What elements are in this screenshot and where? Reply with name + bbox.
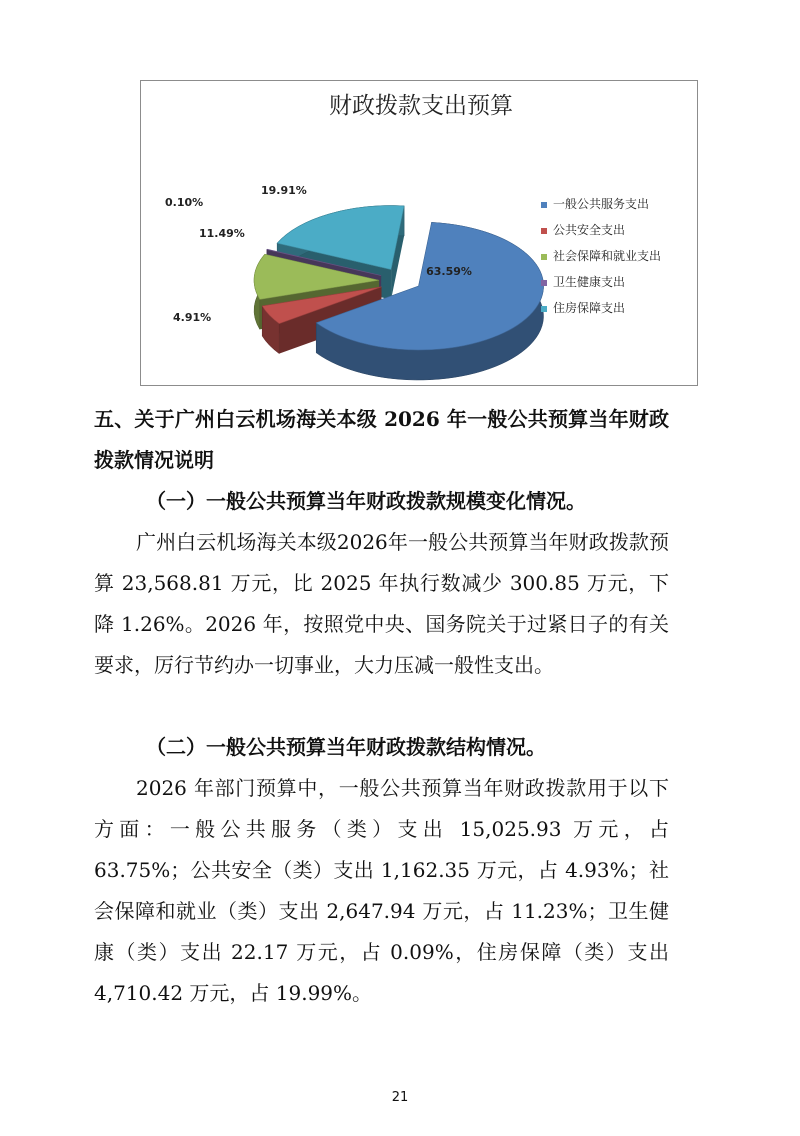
paragraph-2: 2026 年部门预算中，一般公共预算当年财政拨款用于以下方面：一般公共服务（类）支出 15,025.93 万元，占 63.75%；公共安全（类）支出 1,162.35 万元，占 4.93%；社会保障和就业（类）支出 2,647.94 万元，占 11.23%；卫生健康（类）支出 22.17 万元，占 0.09%，住房保障（类）支出 4,710.42 万元，占 19.99%。: [94, 776, 669, 1005]
legend-swatch-2: [541, 254, 547, 260]
page-number: 21: [391, 1090, 409, 1105]
chart-title: 财政拨款支出预算: [329, 93, 513, 119]
pie-value-label-4: 19.91%: [261, 184, 307, 197]
pie-value-label-3: 0.10%: [165, 196, 204, 209]
legend-label-1: 公共安全支出: [553, 223, 626, 237]
legend-swatch-0: [541, 202, 547, 208]
legend-label-3: 卫生健康支出: [553, 275, 626, 289]
pie-chart: [140, 80, 698, 386]
paragraph-1: 广州白云机场海关本级2026年一般公共预算当年财政拨款预算 23,568.81 万元，比 2025 年执行数减少 300.85 万元，下降 1.26%。2026 年，按照党中央、国务院关于过紧日子的有关要求，厉行节约办一切事业，大力压减一般性支出。: [94, 530, 669, 677]
legend-label-0: 一般公共服务支出: [553, 197, 650, 211]
section-heading: 五、关于广州白云机场海关本级 2026 年一般公共预算当年财政拨款情况说明: [94, 407, 669, 472]
legend-label-2: 社会保障和就业支出: [553, 249, 662, 263]
legend-label-4: 住房保障支出: [553, 301, 626, 315]
pie-value-label-1: 4.91%: [173, 311, 212, 324]
subsection-2-heading: （二）一般公共预算当年财政拨款结构情况。: [146, 735, 546, 759]
legend-swatch-4: [541, 306, 547, 312]
pie-value-label-2: 11.49%: [199, 227, 245, 240]
legend-swatch-1: [541, 228, 547, 234]
legend-swatch-3: [541, 280, 547, 286]
subsection-1-heading: （一）一般公共预算当年财政拨款规模变化情况。: [146, 489, 586, 513]
pie-value-label-0: 63.59%: [426, 265, 472, 278]
pie-chart-canvas: [141, 81, 699, 387]
